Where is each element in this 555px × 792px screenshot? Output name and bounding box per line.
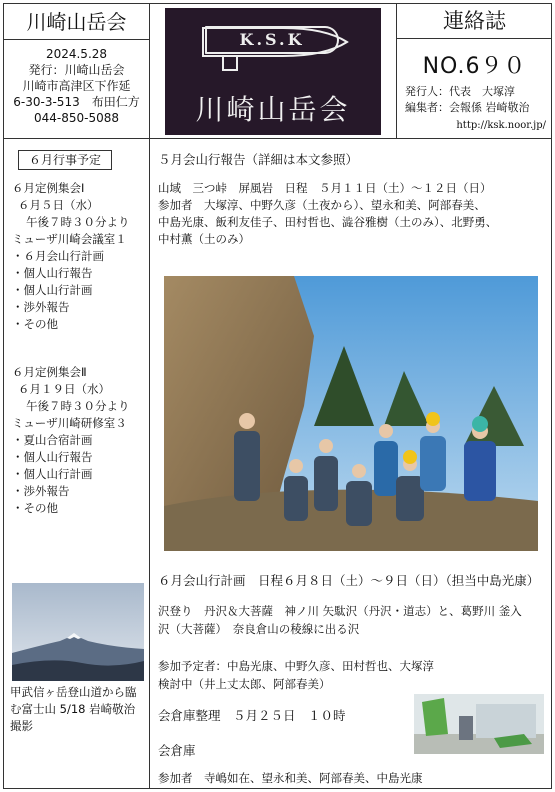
journal-title: 連絡誌 [397, 4, 552, 39]
meeting-2-time: 午後７時３０分より [26, 399, 130, 413]
group-photo [164, 276, 538, 551]
meeting-2 [12, 364, 148, 517]
meeting-2-place: ミューザ川崎研修室３ [12, 416, 127, 430]
logo-text: 川崎山岳会 [195, 93, 351, 126]
meeting-1-time: 午後７時３０分より [26, 215, 130, 229]
publisher-box [4, 4, 150, 138]
schedule-title: ６月行事予定 [18, 150, 112, 170]
address-line-1: 川崎市高津区下作延 [22, 79, 131, 93]
mount-fuji-photo [12, 583, 144, 681]
meeting-1-title: ６月定例集会Ⅰ [12, 181, 85, 195]
report-line: 山域 三つ峠 屏風岩 日程 ５月１１日（土）～１２日（日） [158, 181, 492, 195]
masthead [4, 4, 551, 139]
storage-title: 会倉庫整理 ５月２５日 １０時 [158, 708, 346, 723]
report-body [158, 180, 548, 248]
issue-date: 2024.5.28 [45, 47, 108, 61]
list-item: ・その他 [12, 501, 58, 515]
storage-subtitle: 会倉庫 [158, 743, 196, 758]
club-name: 川崎山岳会 [4, 8, 149, 40]
planned-participants: 参加予定者：中島光康、中野久彦、田村哲也、大塚淳 [158, 659, 434, 673]
list-item: ・個人山行報告 [12, 450, 93, 464]
plan-line: 沢（大菩薩） 奈良倉山の稜線に出る沢 [158, 622, 360, 636]
newsletter-page [3, 3, 552, 789]
plan-title: ６月会山行計画 日程６月８日（土）～９日（日）（担当中島光康） [158, 573, 540, 588]
phone: 044-850-5088 [33, 111, 119, 125]
list-item: ・渉外報告 [12, 484, 70, 498]
storage-photo [414, 694, 544, 754]
address-line-2: 6-30-3-513 布田仁方 [13, 95, 140, 109]
storage-participants: 参加者 寺嶋如在、望永和美、阿部春美、中島光康 [158, 771, 423, 785]
list-item: ・渉外報告 [12, 300, 70, 314]
sidebar [4, 138, 150, 788]
editor: 編集者：会報係 岩崎敬治 [405, 101, 530, 114]
list-item: ・個人山行計画 [12, 467, 93, 481]
club-logo [165, 8, 381, 135]
report-line: 中島光康、飯利友佳子、田村哲也、澁谷雅樹（土のみ）、北野勇、 [158, 215, 498, 229]
publisher: 発行：川崎山岳会 [28, 63, 125, 77]
list-item: ・その他 [12, 317, 58, 331]
meeting-2-date: ６月１９日（水） [18, 382, 110, 396]
report-line: 参加者 大塚淳、中野久彦（土夜から）、望永和美、阿部春美、 [158, 198, 486, 212]
issue-number: NO.6９０ [422, 54, 527, 79]
photo-caption: 甲武信ヶ岳登山道から臨む富士山 5/18 岩崎敬治撮影 [10, 685, 137, 733]
website-link[interactable]: http://ksk.noor.jp/ [456, 120, 546, 131]
meeting-1-date: ６月５日（水） [18, 198, 99, 212]
main-content [150, 138, 551, 788]
list-item: ・個人山行報告 [12, 266, 93, 280]
meeting-1 [12, 180, 148, 333]
pending-participants: 検討中（井上丈太郎、阿部春美） [158, 677, 331, 691]
issuer: 発行人：代表 大塚淳 [405, 85, 515, 98]
list-item: ・夏山合宿計画 [12, 433, 93, 447]
meeting-1-place: ミューザ川崎会議室１ [12, 232, 127, 246]
journal-box [396, 4, 552, 138]
plan-line: 沢登り 丹沢＆大菩薩 神ノ川 矢駄沢（丹沢・道志）と、葛野川 釜入 [158, 604, 522, 618]
report-line: 中村薫（土のみ） [158, 232, 250, 246]
list-item: ・個人山行計画 [12, 283, 93, 297]
list-item: ・６月会山行計画 [12, 249, 104, 263]
meeting-2-title: ６月定例集会Ⅱ [12, 365, 87, 379]
logo-letters: K.S.K [205, 26, 339, 54]
plan-description [158, 602, 548, 638]
report-title: ５月会山行報告（詳細は本文参照） [158, 152, 359, 167]
plan-members [158, 657, 448, 693]
